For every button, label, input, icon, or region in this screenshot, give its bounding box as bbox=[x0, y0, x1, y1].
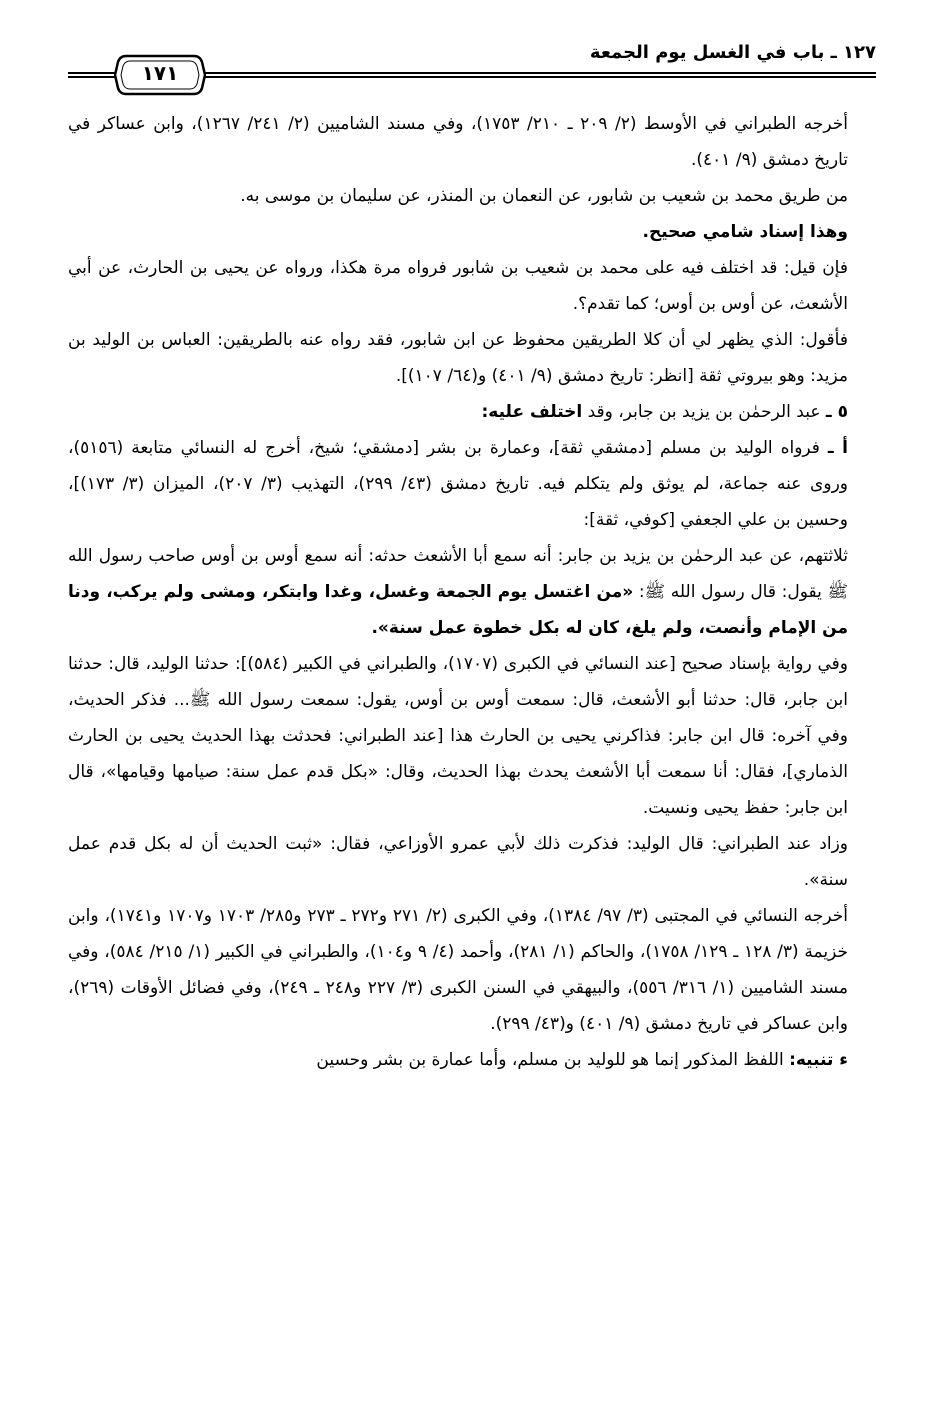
paragraph-tariq: من طريق محمد بن شعيب بن شابور، عن النعمان بن المنذر، عن سليمان بن موسى به. bbox=[240, 186, 848, 206]
section-5-text: عبد الرحمٰن بن يزيد بن جابر، وقد bbox=[587, 402, 821, 422]
paragraph-item-a bbox=[68, 430, 876, 538]
paragraph-takhrij-2: أخرجه النسائي في المجتبى (٣/ ٩٧/ ١٣٨٤)، وفي الكبرى (٢/ ٢٧١ و٢٧٢ ـ ٢٧٣ و٢٨٥/ ١٧٠٣ و١٧٠٧ و١٧٤١)، وابن خزيمة (٣/ ١٢٨ ـ ١٢٩/ ١٧٥٨)، والحاكم (١/ ٢٨١)، وأحمد (٤/ ٩ و١٠٤)، والطبراني في الكبير (١/ ٢١٥/ ٥٨٤)، وفي مسند الشاميين (١/ ٣١٦/ ٥٥٦)، والبيهقي في السنن الكبرى (٣/ ٢٢٧ و٢٤٨ ـ ٢٤٩)، وفي فضائل الأوقات (٢٦٩)، وابن عساكر في تاريخ دمشق (٩/ ٤٠١) و(٤٣/ ٢٩٩). bbox=[68, 906, 848, 1034]
paragraph-riwaya: وفي رواية بإسناد صحيح [عند النسائي في الكبرى (١٧٠٧)، والطبراني في الكبير (٥٨٤)]: حدثنا الوليد، قال: حدثنا ابن جابر، قال: حدثنا أبو الأشعث، قال: سمعت أوس بن أوس، يقول: سمعت رسول الله ﷺ... فذكر الحديث، وفي آخره: قال ابن جابر: فذاكرني يحيى بن الحارث هذا [عند الطبراني: فحدثت بهذا الحديث يحيى بن الحارث الذماري]، فقال: أنا سمعت أبا الأشعث يحدث بهذا الحديث، وقال: «بكل قدم عمل سنة: صيامها وقيامها»، قال ابن جابر: حفظ يحيى ونسيت. bbox=[68, 654, 848, 818]
running-header bbox=[68, 30, 876, 106]
section-number: ٥ ـ bbox=[825, 402, 848, 422]
chapter-title: ١٢٧ ـ باب في الغسل يوم الجمعة bbox=[589, 42, 876, 63]
paragraph-answer: فأقول: الذي يظهر لي أن كلا الطريقين محفوظ عن ابن شابور، فقد رواه عنه بالطريقين: العباس بن الوليد بن مزيد: وهو بيروتي ثقة [انظر: تاريخ دمشق (٩/ ٤٠١) و(٦٤/ ١٠٧)]. bbox=[68, 330, 848, 386]
paragraph-tanbih bbox=[68, 1042, 876, 1078]
tanbih-text: اللفظ المذكور إنما هو للوليد بن مسلم، وأما عمارة بن بشر وحسين bbox=[316, 1050, 784, 1070]
header-double-rule-right bbox=[204, 72, 876, 78]
paragraph-isnad-verdict: وهذا إسناد شامي صحيح. bbox=[642, 222, 848, 242]
item-a-text: فرواه الوليد بن مسلم [دمشقي ثقة]، وعمارة بن بشر [دمشقي؛ شيخ، أخرج له النسائي متابعة (٥١٥٦)، وروى عنه جماعة، لم يوثق ولم يتكلم فيه. تاريخ دمشق (٤٣/ ٢٩٩)، التهذيب (٣/ ٢٠٧)، الميزان (٣/ ١٧٣)]، وحسين بن علي الجعفي [كوفي، ثقة]: bbox=[68, 438, 848, 530]
page-number: ١٧١ bbox=[141, 61, 179, 85]
paragraph-question: فإن قيل: قد اختلف فيه على محمد بن شعيب بن شابور فرواه مرة هكذا، ورواه عن يحيى بن الحارث، عن أبي الأشعث، عن أوس بن أوس؛ كما تقدم؟. bbox=[68, 258, 848, 314]
paragraph-section-5 bbox=[68, 394, 876, 430]
tanbih-label: ء تنبيه: bbox=[789, 1050, 848, 1070]
page-number-badge bbox=[114, 52, 206, 98]
paragraph-hadith bbox=[68, 538, 876, 646]
paragraph-ziyada: وزاد عند الطبراني: قال الوليد: فذكرت ذلك لأبي عمرو الأوزاعي، فقال: «ثبت الحديث أن له بكل قدم عمل سنة». bbox=[68, 834, 848, 890]
hadith-isnad: ثلاثتهم، عن عبد الرحمٰن بن يزيد بن جابر: أنه سمع أبا الأشعث حدثه: أنه سمع أوس بن أوس صاحب رسول الله ﷺ يقول: قال رسول الله ﷺ: bbox=[68, 546, 848, 602]
section-5-bold: اختلف عليه: bbox=[481, 402, 583, 422]
paragraph-takhrij-1: أخرجه الطبراني في الأوسط (٢/ ٢٠٩ ـ ٢١٠/ ١٧٥٣)، وفي مسند الشاميين (٢/ ٢٤١/ ١٢٦٧)، وابن عساكر في تاريخ دمشق (٩/ ٤٠١). bbox=[68, 114, 848, 170]
header-double-rule-left bbox=[68, 72, 116, 78]
item-a-marker: أ ـ bbox=[827, 438, 849, 458]
main-text bbox=[68, 106, 876, 1078]
hadith-matn: «من اغتسل يوم الجمعة وغسل، وغدا وابتكر، ومشى ولم يركب، ودنا من الإمام وأنصت، ولم يلغ، كان له بكل خطوة عمل سنة». bbox=[68, 582, 848, 638]
